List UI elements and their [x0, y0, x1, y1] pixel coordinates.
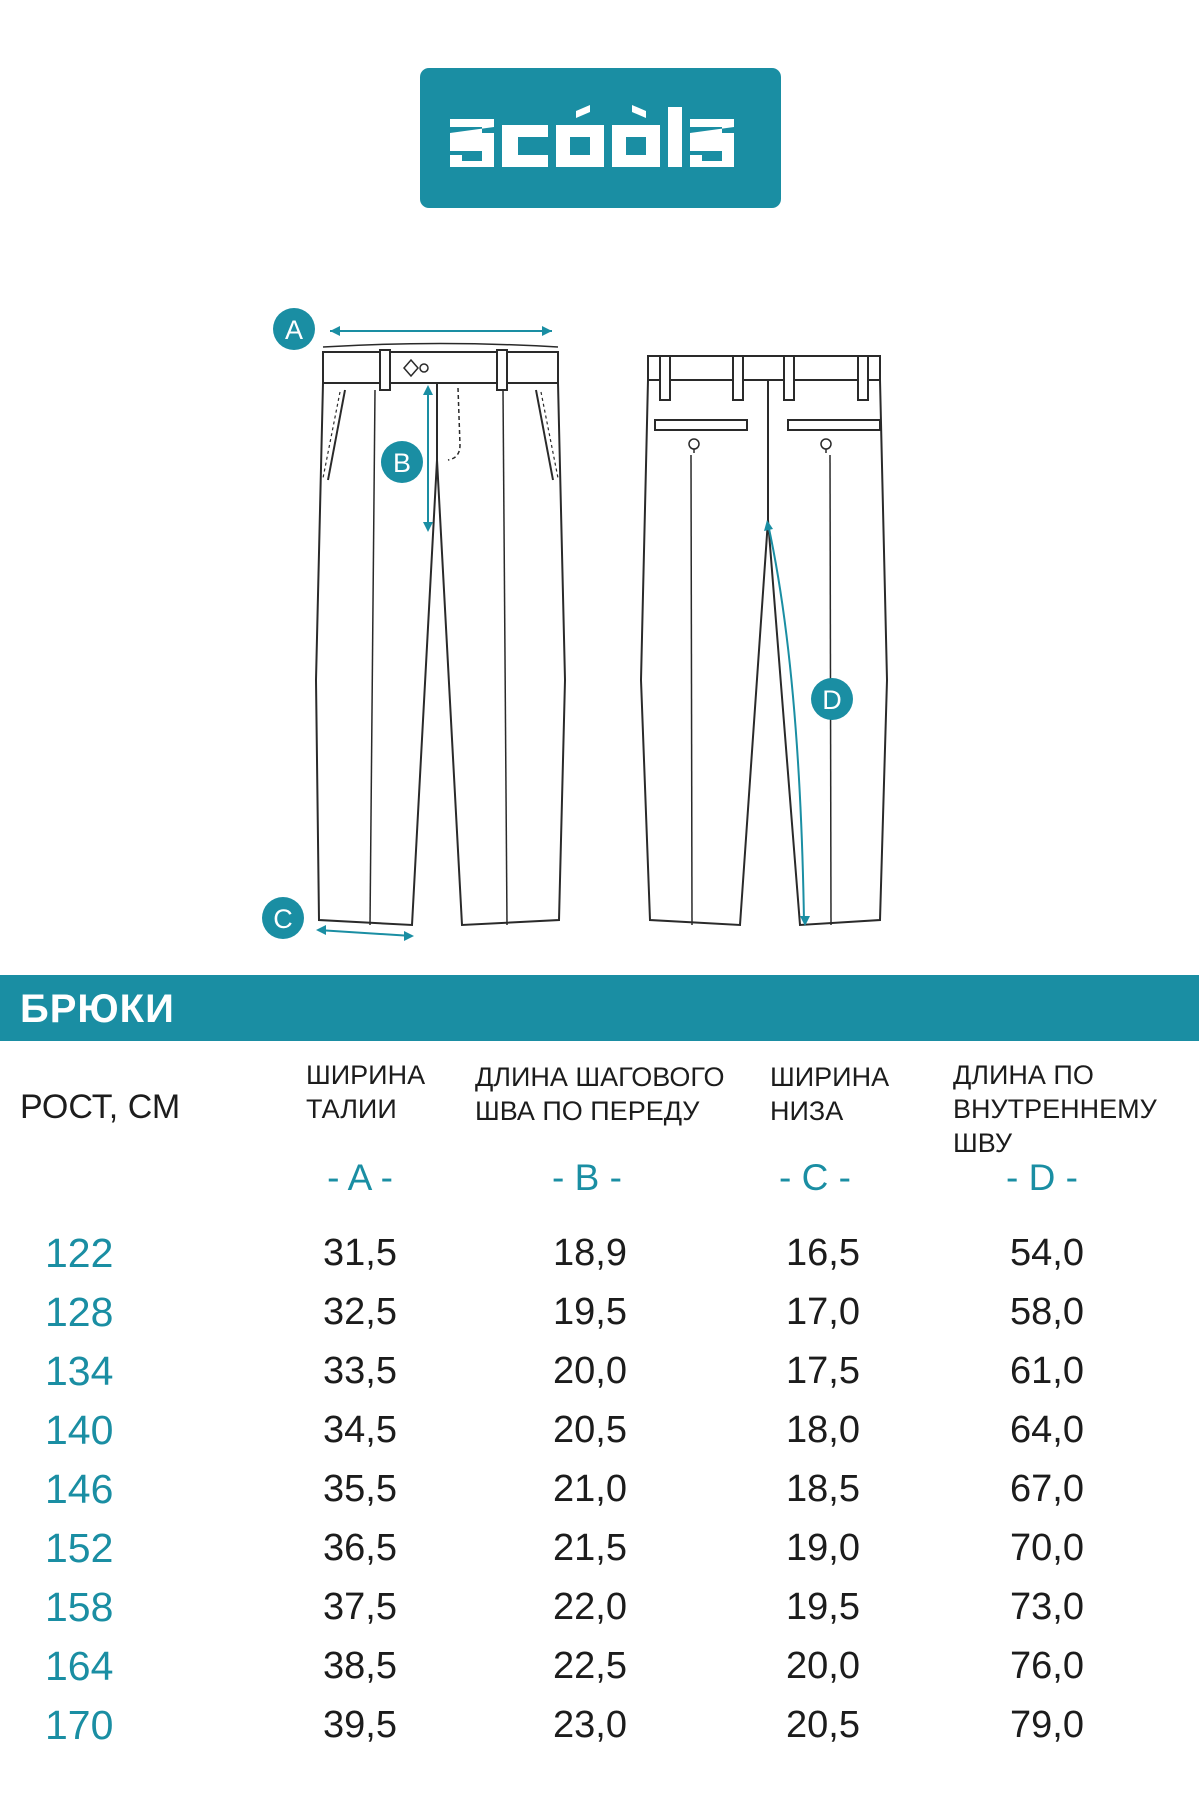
column-letter-d: - D - — [1006, 1157, 1078, 1198]
inseam-length-cell: 64,0 — [1010, 1409, 1084, 1451]
column-header-front-rise: ДЛИНА ШАГОВОГО ШВА ПО ПЕРЕДУ — [475, 1062, 725, 1126]
marker-b-label: B — [392, 448, 412, 478]
column-header-inseam-length: ДЛИНА ПО ВНУТРЕННЕМУ ШВУ — [953, 1060, 1157, 1158]
section-title-band — [0, 975, 1199, 1041]
inseam-length-cell: 79,0 — [1010, 1704, 1084, 1746]
hem-width-cell: 16,5 — [786, 1232, 860, 1274]
table-row — [0, 1584, 1199, 1643]
waist-width-cell: 37,5 — [323, 1586, 397, 1628]
waist-width-cell: 39,5 — [323, 1704, 397, 1746]
marker-a-label: A — [284, 315, 304, 345]
brand-logo — [420, 68, 781, 208]
column-header-hem-width: ШИРИНА НИЗА — [770, 1062, 890, 1126]
front-rise-cell: 21,0 — [553, 1468, 627, 1510]
front-rise-cell: 20,0 — [553, 1350, 627, 1392]
front-rise-cell: 18,9 — [553, 1232, 627, 1274]
inseam-length-cell: 67,0 — [1010, 1468, 1084, 1510]
marker-b — [381, 441, 423, 483]
inseam-length-cell: 61,0 — [1010, 1350, 1084, 1392]
inseam-length-cell: 76,0 — [1010, 1645, 1084, 1687]
inseam-length-cell: 73,0 — [1010, 1586, 1084, 1628]
front-rise-cell: 22,5 — [553, 1645, 627, 1687]
marker-d-label: D — [822, 685, 842, 715]
height-cell: 128 — [45, 1289, 114, 1335]
height-cell: 152 — [45, 1525, 114, 1571]
table-row — [0, 1466, 1199, 1525]
waist-width-cell: 31,5 — [323, 1232, 397, 1274]
front-rise-cell: 19,5 — [553, 1291, 627, 1333]
hem-width-cell: 18,0 — [786, 1409, 860, 1451]
marker-c — [262, 897, 304, 939]
marker-c-label: C — [273, 904, 293, 934]
height-cell: 140 — [45, 1407, 114, 1453]
section-title: БРЮКИ — [20, 987, 175, 1031]
height-cell: 146 — [45, 1466, 114, 1512]
waist-width-cell: 38,5 — [323, 1645, 397, 1687]
column-letter-c: - C - — [779, 1157, 851, 1198]
hem-width-cell: 19,5 — [786, 1586, 860, 1628]
acoola-logo-icon — [446, 103, 756, 173]
waist-width-cell: 35,5 — [323, 1468, 397, 1510]
height-column-header: РОСТ, СМ — [20, 1088, 181, 1126]
front-rise-cell: 22,0 — [553, 1586, 627, 1628]
inseam-length-cell: 70,0 — [1010, 1527, 1084, 1569]
marker-d — [811, 678, 853, 720]
column-letter-a: - A - — [327, 1157, 393, 1198]
height-cell: 158 — [45, 1584, 114, 1630]
height-cell: 170 — [45, 1702, 114, 1748]
hem-width-cell: 19,0 — [786, 1527, 860, 1569]
table-row — [0, 1702, 1199, 1761]
marker-a — [273, 308, 315, 350]
measurement-line-c — [318, 930, 412, 936]
column-letter-b: - B - — [552, 1157, 622, 1198]
trousers-diagram — [0, 280, 1199, 970]
inseam-length-cell: 58,0 — [1010, 1291, 1084, 1333]
hem-width-cell: 17,0 — [786, 1291, 860, 1333]
height-cell: 134 — [45, 1348, 114, 1394]
front-rise-cell: 21,5 — [553, 1527, 627, 1569]
height-cell: 164 — [45, 1643, 114, 1689]
waist-width-cell: 32,5 — [323, 1291, 397, 1333]
waist-width-cell: 33,5 — [323, 1350, 397, 1392]
hem-width-cell: 20,0 — [786, 1645, 860, 1687]
trousers-front-drawing — [316, 344, 565, 926]
hem-width-cell: 18,5 — [786, 1468, 860, 1510]
waist-width-cell: 36,5 — [323, 1527, 397, 1569]
table-row — [0, 1289, 1199, 1348]
table-row — [0, 1348, 1199, 1407]
front-rise-cell: 20,5 — [553, 1409, 627, 1451]
trousers-back-drawing — [641, 356, 887, 925]
inseam-length-cell: 54,0 — [1010, 1232, 1084, 1274]
table-row — [0, 1643, 1199, 1702]
table-row — [0, 1525, 1199, 1584]
height-cell: 122 — [45, 1230, 114, 1276]
waist-width-cell: 34,5 — [323, 1409, 397, 1451]
table-row — [0, 1230, 1199, 1289]
column-header-waist-width: ШИРИНА ТАЛИИ — [306, 1060, 426, 1124]
front-rise-cell: 23,0 — [553, 1704, 627, 1746]
table-row — [0, 1407, 1199, 1466]
hem-width-cell: 17,5 — [786, 1350, 860, 1392]
hem-width-cell: 20,5 — [786, 1704, 860, 1746]
